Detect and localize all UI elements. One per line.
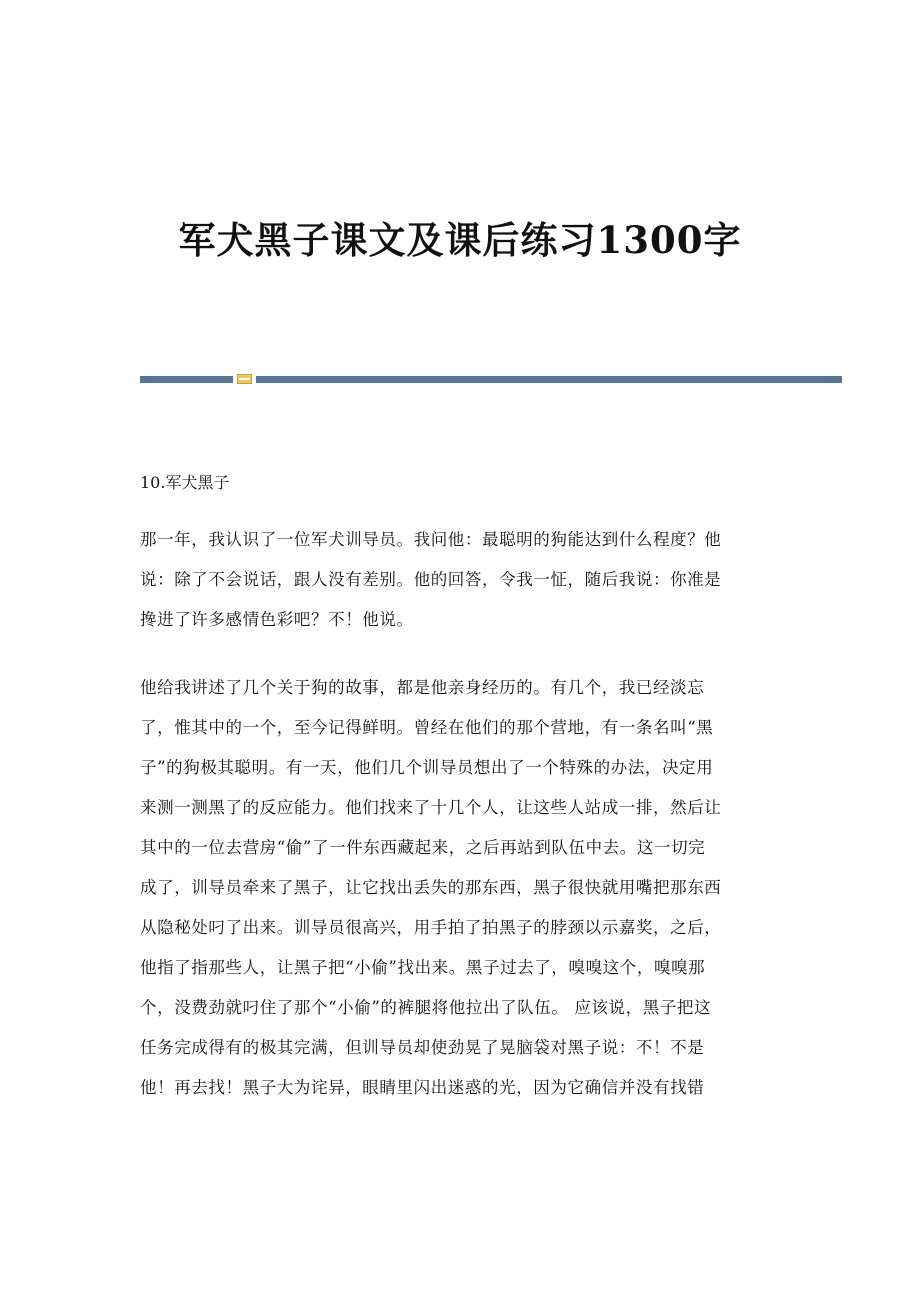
- divider-bar-right: [256, 376, 842, 383]
- paragraph-line: 他给我讲述了几个关于狗的故事，都是他亲身经历的。有几个，我已经淡忘: [140, 678, 705, 697]
- paragraph-line: 他！再去找！黑子大为诧异，眼睛里闪出迷惑的光，因为它确信并没有找错: [140, 1078, 705, 1097]
- paragraph-line: 子”的狗极其聪明。有一天，他们几个训导员想出了一个特殊的办法，决定用: [140, 758, 714, 777]
- paragraph-line: 了，惟其中的一个，至今记得鲜明。曾经在他们的那个营地，有一条名叫“黑: [140, 718, 714, 737]
- paragraph-line: 说：除了不会说话，跟人没有差别。他的回答，令我一怔，随后我说：你准是: [140, 570, 722, 589]
- paragraph-1: [140, 520, 790, 640]
- envelope-icon: [237, 374, 252, 384]
- paragraph-line: 搀进了许多感情色彩吧？不！他说。: [140, 610, 414, 629]
- paragraph-line: 来测一测黑了的反应能力。他们找来了十几个人，让这些人站成一排，然后让: [140, 798, 722, 817]
- paragraph-2: [140, 668, 790, 1108]
- paragraph-line: 成了，训导员牵来了黑子，让它找出丢失的那东西，黑子很快就用嘴把那东西: [140, 878, 722, 897]
- title-divider: [140, 374, 842, 384]
- document-title: 军犬黑子课文及课后练习1300字: [178, 218, 742, 262]
- paragraph-line: 他指了指那些人，让黑子把“小偷”找出来。黑子过去了，嗅嗅这个，嗅嗅那: [140, 958, 706, 977]
- paragraph-line: 那一年，我认识了一位军犬训导员。我问他：最聪明的狗能达到什么程度？他: [140, 530, 722, 549]
- section-heading: 10.军犬黑子: [140, 473, 230, 492]
- paragraph-line: 个，没费劲就叼住了那个“小偷”的裤腿将他拉出了队伍。 应该说，黑子把这: [140, 998, 712, 1017]
- paragraph-line: 任务完成得有的极其完满，但训导员却使劲晃了晃脑袋对黑子说：不！不是: [140, 1038, 705, 1057]
- paragraph-line: 从隐秘处叼了出来。训导员很高兴，用手拍了拍黑子的脖颈以示嘉奖，之后，: [140, 918, 722, 937]
- divider-bar-left: [140, 376, 233, 383]
- paragraph-line: 其中的一位去营房“偷”了一件东西藏起来，之后再站到队伍中去。这一切完: [140, 838, 706, 857]
